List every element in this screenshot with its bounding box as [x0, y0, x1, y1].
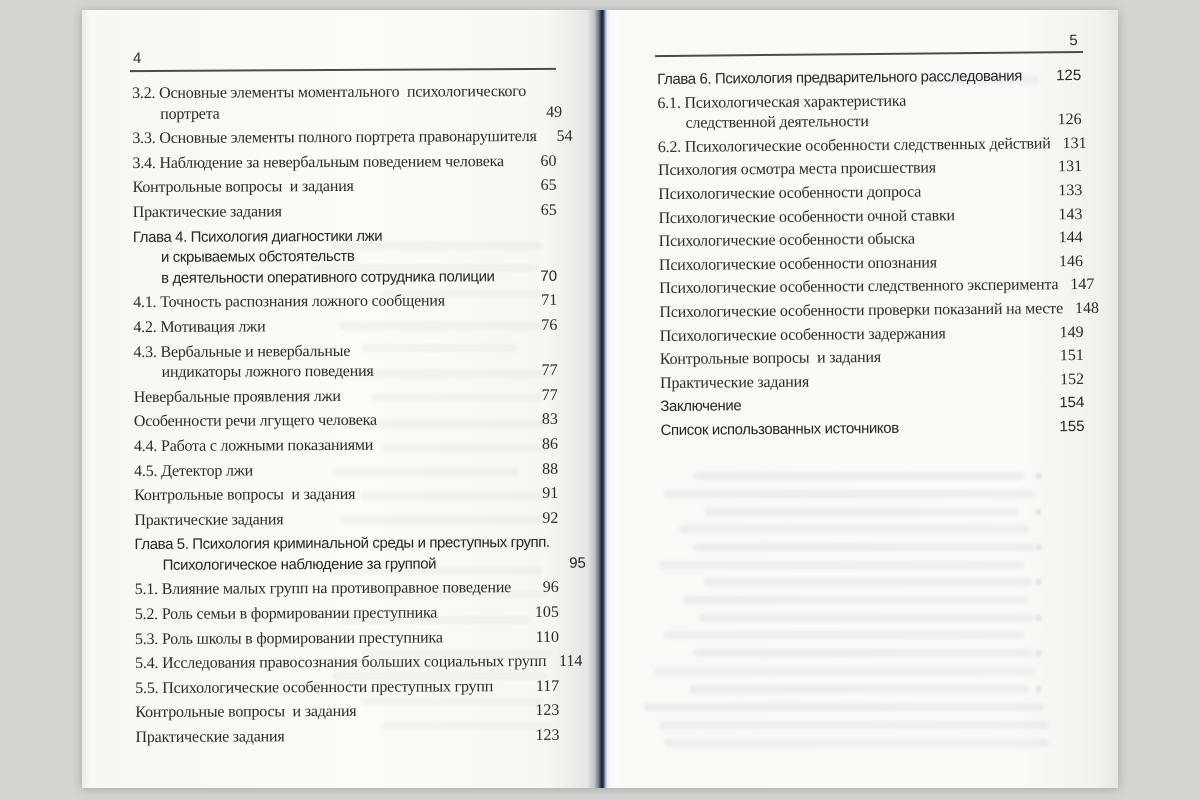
toc-entry [658, 205, 1082, 230]
toc-entry-title-line: Психологические особенности опознания [658, 254, 937, 274]
toc-entry-title-line: Практические задания [135, 728, 285, 747]
toc-entry-page-number: 54 [556, 127, 573, 146]
toc-entry-title [134, 410, 522, 433]
toc-entry-page-number: 70 [540, 267, 558, 285]
toc-entry [135, 652, 583, 675]
toc-entry-page-number: 77 [541, 361, 558, 380]
toc-entry-page-number: 76 [541, 316, 558, 334]
toc-entry-title [134, 460, 522, 483]
toc-entry-title [658, 205, 1046, 229]
toc-entry-page-number: 77 [541, 386, 558, 404]
toc-entry [133, 340, 557, 383]
toc-entry-title-line: Практические задания [134, 510, 284, 529]
toc-entry [133, 176, 557, 199]
toc-entry-title-line: 3.2. Основные элементы моментального психологического [132, 82, 527, 103]
toc-entry-title [660, 323, 1048, 347]
toc-entry-page-number: 86 [541, 435, 559, 453]
toc-entry-page-number: 131 [1057, 158, 1083, 176]
toc-entry-title-line: Контрольные вопросы и задания [135, 703, 357, 722]
toc-entry-title [133, 341, 521, 384]
toc-entry-page-number: 123 [535, 702, 560, 720]
toc-entry-page-number: 65 [540, 201, 557, 219]
toc-entry-title [659, 252, 1047, 276]
toc-entry [133, 225, 557, 289]
toc-entry-title [133, 316, 521, 339]
toc-entry-page-number: 96 [542, 579, 559, 597]
toc-entry-title-line: 4.3. Вербальные и невербальные [133, 342, 351, 361]
toc-entry-title [133, 176, 521, 199]
toc-entry-page-number: 144 [1058, 229, 1083, 247]
toc-entry-title-line: в деятельности оперативного сотрудника полиции [161, 267, 495, 287]
toc-entry-title-line: Заключение [660, 397, 742, 416]
toc-entry [134, 533, 586, 576]
toc-entry [135, 627, 559, 650]
toc-entry-title [135, 578, 523, 601]
toc-entry-title-line: портрета [160, 105, 220, 123]
toc-entry [660, 346, 1084, 371]
page-left-content [82, 10, 599, 788]
toc-entry-title [132, 82, 526, 125]
toc-entry [134, 435, 558, 458]
page-number-right: 5 [1069, 32, 1078, 50]
toc-entry [132, 82, 563, 125]
toc-entry [135, 603, 559, 626]
toc-entry-page-number: 49 [546, 103, 563, 121]
toc-entry-title-line: Невербальные проявления лжи [133, 387, 341, 406]
toc-entry-title-line: Психология осмотра места происшествия [657, 159, 936, 180]
toc-entry [134, 484, 558, 507]
toc-entry-title-line: 5.1. Влияние малых групп на противоправное поведение [134, 579, 512, 599]
toc-entry-title-line: 5.4. Исследования правосознания больших социальных групп [135, 653, 547, 673]
toc-entry [132, 152, 556, 175]
toc-entry-title-line: Психологические особенности следственного эксперимента [659, 276, 1059, 298]
toc-entry-title [659, 228, 1047, 252]
page-number-left: 4 [132, 50, 142, 68]
toc-entry-title-line: Глава 5. Психология криминальной среды и преступных групп. [134, 534, 550, 554]
toc-entry-page-number: 143 [1058, 205, 1083, 223]
toc-entry-page-number: 91 [542, 484, 559, 503]
toc-entry [133, 291, 557, 314]
toc-entry-title [134, 435, 522, 458]
toc-entry [660, 417, 1084, 442]
header-rule-left [130, 68, 556, 72]
toc-entry-title-line: Контрольные вопросы и задания [659, 349, 882, 369]
toc-entry-title-line: Психологические особенности проверки показаний на месте [659, 300, 1064, 321]
toc-entry-title [133, 291, 521, 314]
toc-entry-page-number: 148 [1074, 299, 1100, 318]
toc-entry-title-line: Особенности речи лгущего человека [133, 412, 377, 431]
toc-entry-title [133, 201, 521, 224]
toc-entry [658, 181, 1082, 206]
header-rule-right [655, 51, 1083, 57]
toc-entry-page-number: 131 [1062, 134, 1087, 152]
toc-entry-title-line: 5.2. Роль семьи в формировании преступника [134, 604, 438, 624]
toc-entry-title-line: Список использованных источников [660, 419, 899, 439]
toc-entry-title [658, 134, 1051, 158]
toc-entry-title-line: 4.2. Мотивация лжи [133, 318, 266, 336]
toc-entry-title [134, 509, 522, 532]
toc-entry-title [659, 276, 1058, 300]
toc-entry-title [133, 226, 521, 290]
toc-entry-title [134, 484, 522, 507]
toc-entry-page-number: 92 [542, 509, 559, 527]
toc-entry-page-number: 149 [1059, 323, 1084, 341]
toc-entry-title [657, 66, 1045, 90]
toc-entry-title [658, 181, 1046, 205]
toc-entry [657, 90, 1081, 135]
toc-entry-page-number: 114 [558, 652, 583, 671]
toc-entry-title-line: Психологические особенности обыска [658, 230, 915, 251]
toc-entry-page-number: 151 [1059, 347, 1084, 365]
toc-entry [658, 157, 1082, 182]
toc-entry-title [659, 299, 1063, 323]
book-spread [82, 10, 1118, 788]
toc-entry-page-number: 155 [1059, 417, 1085, 436]
toc-entry [134, 386, 558, 409]
toc-entry-title-line: 6.2. Психологические особенности следственных действий [657, 135, 1051, 156]
toc-entry-title-line: 3.4. Наблюдение за невербальным поведением человека [132, 152, 504, 172]
toc-entry-title [658, 158, 1046, 182]
toc-entry-title-line: Психологические особенности очной ставки [658, 206, 955, 227]
toc-entry-page-number: 154 [1059, 394, 1085, 412]
toc-entry-title-line: Практические задания [132, 203, 282, 222]
toc-entry-title [657, 90, 1045, 135]
toc-entry-page-number: 126 [1057, 111, 1082, 129]
toc-entry [133, 201, 557, 224]
toc-entry [659, 299, 1100, 324]
toc-entry [134, 509, 558, 532]
toc-entry [657, 134, 1087, 159]
toc-entry-title-line: 3.3. Основные элементы полного портрета правонарушителя [132, 128, 537, 148]
toc-entry [660, 323, 1084, 348]
toc-entry-page-number: 123 [535, 726, 560, 744]
toc-entry-title-line: 4.4. Работа с ложными показаниями [133, 436, 374, 455]
toc-entry-page-number: 65 [540, 177, 557, 195]
toc-entry-page-number: 152 [1060, 370, 1085, 388]
toc-entry-title-line: 4.5. Детектор лжи [134, 461, 254, 480]
toc-entry [135, 677, 559, 700]
toc-entry-title-line: Практические задания [660, 373, 810, 392]
toc-entry [659, 275, 1095, 300]
toc-entry [135, 701, 559, 724]
toc-entry-title [134, 386, 522, 409]
toc-entry-page-number: 117 [535, 677, 560, 695]
toc-entry-title [135, 652, 546, 675]
toc-entry-page-number: 147 [1070, 276, 1095, 294]
toc-entry [659, 252, 1083, 277]
toc-entry-title [135, 628, 523, 651]
toc-entry-title-line: Психологическое наблюдение за группой [162, 555, 437, 574]
toc-entry-title-line: индикаторы ложного поведения [161, 362, 374, 382]
toc-entry-title-line: Глава 4. Психология диагностики лжи [132, 227, 383, 246]
toc-entry-title-line: 5.3. Роль школы в формировании преступника [134, 629, 443, 648]
toc-entry-title-line: 5.5. Психологические особенности преступных групп [135, 678, 494, 697]
toc-entry-title [135, 677, 523, 700]
toc-entry-title-line: Контрольные вопросы и задания [132, 178, 354, 197]
toc-entry-title [134, 533, 549, 576]
toc-entry-page-number: 88 [542, 460, 559, 478]
toc-entry [134, 459, 558, 482]
toc-entry [660, 393, 1084, 418]
toc-entry [132, 127, 573, 150]
toc-list-left [132, 82, 586, 753]
toc-entry-title [132, 152, 520, 175]
toc-entry-title-line: Контрольные вопросы и задания [134, 485, 356, 505]
toc-entry-title [135, 726, 523, 749]
toc-entry-title-line: следственной деятельности [685, 113, 869, 132]
toc-entry-title-line: Психологические особенности задержания [659, 324, 946, 345]
toc-entry-page-number: 60 [540, 152, 557, 170]
toc-entry [134, 410, 558, 433]
toc-entry-title [660, 370, 1048, 394]
toc-entry-title [660, 394, 1048, 418]
toc-entry-title [135, 701, 523, 724]
toc-entry-title-line: Психологические особенности допроса [658, 183, 922, 204]
toc-entry-title-line: и скрываемых обстоятельств [160, 248, 355, 267]
toc-entry-page-number: 83 [541, 411, 558, 429]
toc-entry-page-number: 95 [569, 554, 586, 572]
page-right-content [604, 10, 1118, 788]
toc-entry [657, 66, 1081, 91]
toc-entry-page-number: 133 [1058, 181, 1083, 200]
toc-entry-page-number: 71 [541, 292, 558, 310]
toc-entry-title [660, 417, 1048, 441]
toc-entry-page-number: 105 [534, 603, 559, 622]
toc-entry-page-number: 110 [535, 628, 560, 646]
toc-entry-page-number: 125 [1056, 66, 1082, 85]
toc-entry-title-line: 6.1. Психологическая характеристика [657, 92, 907, 112]
toc-entry-title [132, 127, 536, 150]
toc-entry-page-number: 146 [1058, 252, 1084, 270]
page-left [82, 10, 599, 788]
toc-entry-title-line: 4.1. Точность распознания ложного сообщения [133, 292, 445, 312]
toc-entry [660, 370, 1084, 395]
toc-entry [135, 726, 559, 749]
page-right [604, 10, 1118, 788]
toc-entry-title [660, 346, 1048, 370]
toc-entry-title-line: Глава 6. Психология предварительного расследования [657, 67, 1022, 89]
toc-entry [135, 578, 559, 601]
toc-entry [133, 316, 557, 339]
toc-entry [659, 228, 1083, 253]
toc-list-right [657, 66, 1100, 445]
toc-entry-title [135, 603, 523, 626]
